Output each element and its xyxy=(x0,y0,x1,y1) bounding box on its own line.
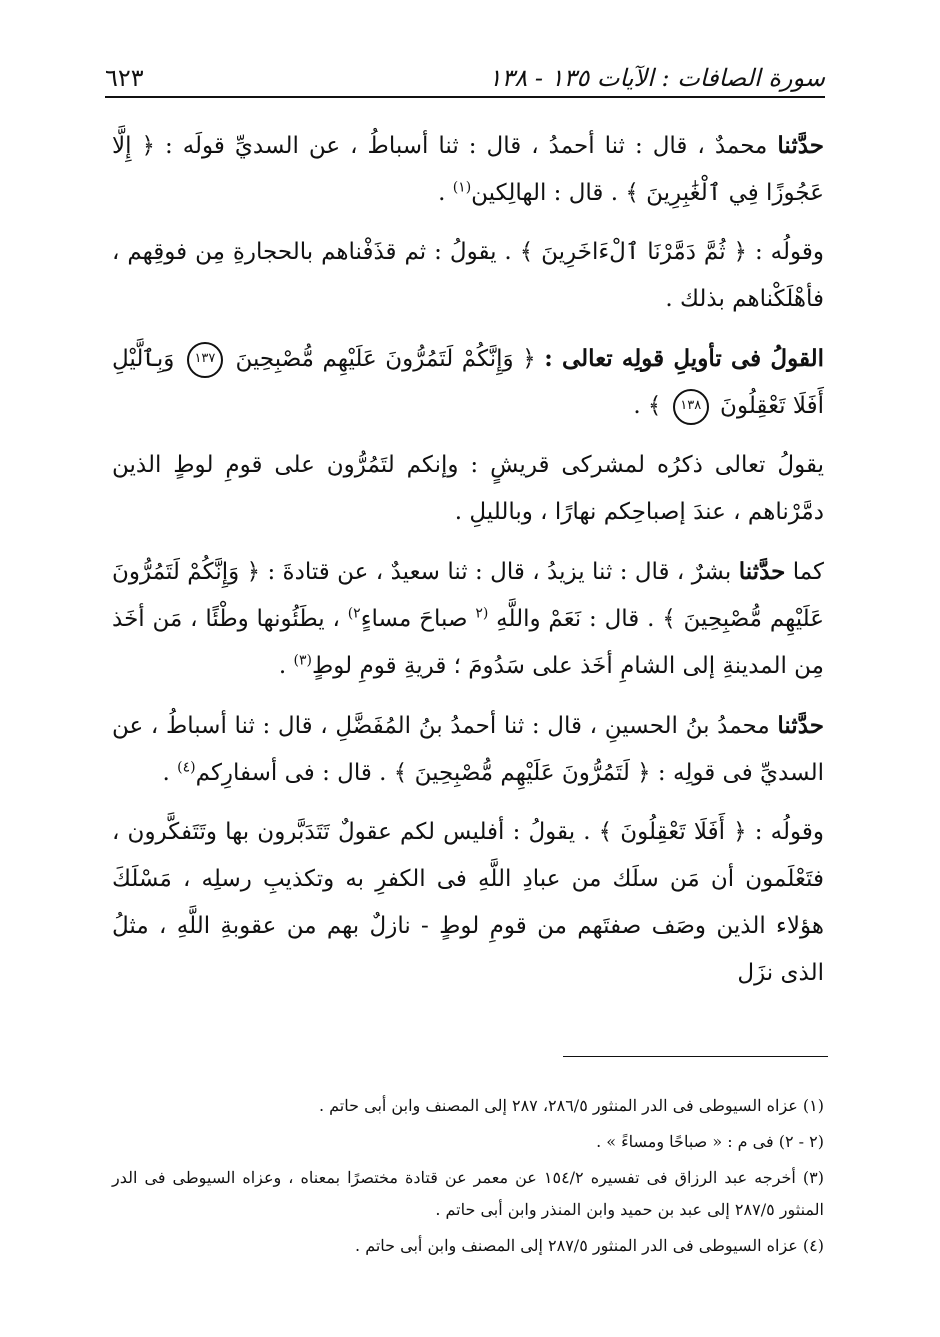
footnote-ref-2-open[interactable]: (٢ xyxy=(475,605,489,622)
footnote-3: (٣) أخرجه عبد الرزاق فى تفسيره ١٥٤/٢ عن معمر عن قتادة مختصرًا بمعناه ، وعزاه السيوطى فى الدر المنثور ٢٨٧/٥ إلى عبد بن حميد وابن المنذر وابن أبى حاتم . xyxy=(112,1168,824,1219)
paragraph-lead: حدَّثنا xyxy=(777,132,825,159)
paragraph-2 xyxy=(112,229,824,323)
paragraph-5 xyxy=(112,548,824,690)
page-header xyxy=(105,52,825,92)
paragraph-text: ، يطَئُونها وطْئًا ، مَن أخَذ مِن المدينةِ إلى الشامِ أخَذ على سَدُومَ ؛ قريةِ قومِ لوطٍ xyxy=(112,606,824,679)
main-text xyxy=(112,122,824,1009)
paragraph-1 xyxy=(112,122,824,217)
footnote-ref-1[interactable]: (١) xyxy=(452,179,472,196)
paragraph-tail: ﴾ . xyxy=(633,393,662,419)
footnote-4: (٤) عزاه السيوطى فى الدر المنثور ٢٨٧/٥ إلى المصنف وابن أبى حاتم . xyxy=(355,1236,824,1255)
paragraph-text: وقولُه : ﴿ ثُمَّ دَمَّرْنَا ٱلْءَاخَرِينَ ﴾ . يقولُ : ثم قذَفْناهم بالحجارةِ مِن فوقِهم ، فأهْلَكْناهم بذلك . xyxy=(112,239,824,312)
footnotes xyxy=(112,1090,824,1266)
page-number: ٦٢٣ xyxy=(105,64,144,92)
paragraph-4 xyxy=(112,442,824,536)
quran-verse-text: ﴿ وَإِنَّكُمْ لَتَمُرُّونَ عَلَيْهِم مُّصْبِحِينَ xyxy=(235,346,536,372)
paragraph-tail: . xyxy=(162,760,178,786)
paragraph-tail: . xyxy=(438,180,453,206)
header-rule xyxy=(105,96,825,98)
paragraph-text: يقولُ تعالى ذكرُه لمشركى قريشٍ : وإنكم لتَمُرُّون على قومِ لوطٍ الذين دمَّرْناهم ، عندَ إصباحِكم نهارًا ، وبالليلِ . xyxy=(112,452,824,525)
paragraph-lead: حدَّثنا xyxy=(777,712,824,739)
footnote-2: (٢ - ٢) فى م : « صباحًا ومساءً » . xyxy=(596,1132,824,1151)
paragraph-text: وقولُه : ﴿ أَفَلَا تَعْقِلُونَ ﴾ . يقولُ : أفليس لكم عقولٌ تَتَدَبَّرون بها وتَتَفكَّرون ، فتَعْلَمون أن مَن سلَك من عبادِ اللَّهِ فى الكفرِ به وتكذيبِ رسلِه ، مَسْلَكَ هؤلاء الذين وصَف صفتَهم من قومِ لوطٍ - نازلٌ بهم من عقوبةِ اللَّهِ ، مثلُ الذى نزَل xyxy=(112,819,824,986)
footnote-ref-3[interactable]: (٣) xyxy=(293,652,312,669)
paragraph-prefix: كما xyxy=(785,559,824,585)
footnote-ref-4[interactable]: (٤) xyxy=(177,759,196,776)
paragraph-7 xyxy=(112,809,824,997)
paragraph-3 xyxy=(112,335,824,430)
footnote-ref-2-close[interactable]: ٢) xyxy=(347,605,361,622)
running-title: سورة الصافات : الآيات ١٣٥ - ١٣٨ xyxy=(488,64,825,92)
paragraph-text: محمدٌ ، قال : ثنا أحمدُ ، قال : ثنا أسباطُ ، عن السديِّ قولَه : ﴿ إِلَّا عَجُوزًا فِي ٱلْغَٰبِرِينَ ﴾ . قال : الهالِكين xyxy=(112,133,824,206)
paragraph-lead: حدَّثنا xyxy=(738,558,786,585)
footnote-separator xyxy=(563,1056,828,1057)
quran-verse-text: وَبِٱلَّيْلِ أَفَلَا تَعْقِلُونَ xyxy=(112,346,824,419)
verse-number-marker: ١٣٨ xyxy=(673,389,709,425)
paragraph-text: محمدُ بنُ الحسينِ ، قال : ثنا أحمدُ بنُ المُفَضَّلِ ، قال : ثنا أسباطُ ، عن السديِّ فى قولِه : ﴿ لَتَمُرُّونَ عَلَيْهِم مُّصْبِحِينَ ﴾ . قال : فى أسفارِكم xyxy=(112,713,824,786)
paragraph-text: صباحَ مساءٍ xyxy=(360,606,476,632)
verse-number-marker: ١٣٧ xyxy=(187,342,223,378)
section-heading: القولُ فى تأويلِ قولِه تعالى : xyxy=(544,345,825,372)
paragraph-6 xyxy=(112,702,824,797)
paragraph-tail: . xyxy=(278,653,294,679)
paragraph-text: بشرٌ ، قال : ثنا يزيدُ ، قال : ثنا سعيدٌ ، عن قتادةَ : ﴿ وَإِنَّكُمْ لَتَمُرُّونَ عَلَيْهِم مُّصْبِحِينَ ﴾ . قال : نَعَمْ واللَّهِ xyxy=(112,559,825,632)
footnote-1: (١) عزاه السيوطى فى الدر المنثور ٢٨٦/٥، ٢٨٧ إلى المصنف وابن أبى حاتم . xyxy=(318,1096,824,1115)
